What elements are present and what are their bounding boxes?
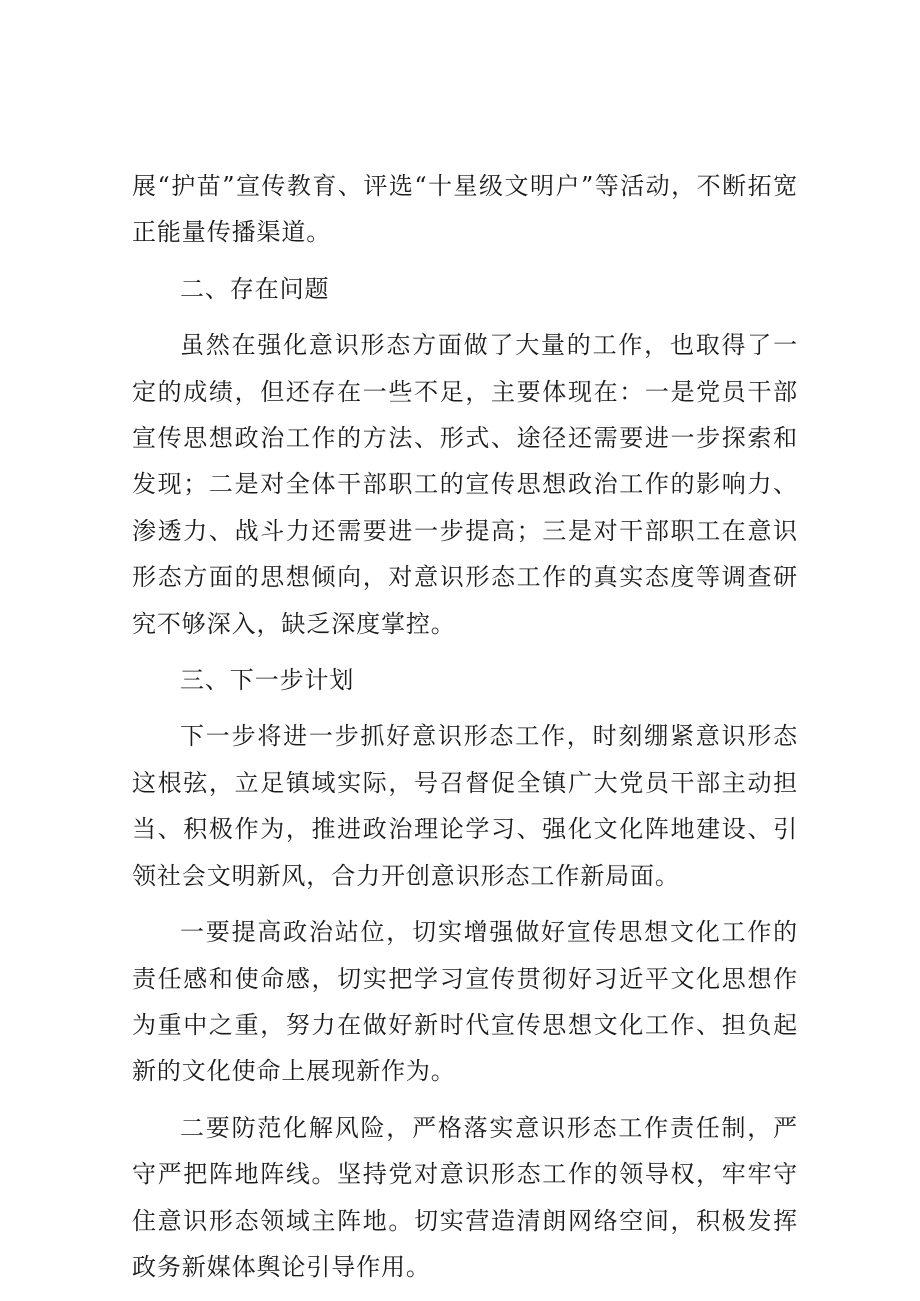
document-body xyxy=(132,163,798,1300)
paragraph-continuation: 展“护苗”宣传教育、评选“十星级文明户”等活动，不断拓宽正能量传播渠道。 xyxy=(132,172,798,247)
section-heading-problems: 二、存在问题 xyxy=(180,274,330,303)
paragraph-point-two: 二要防范化解风险，严格落实意识形态工作责任制，严守严把阵地阵线。坚持党对意识形态工作的领导权，牢牢守住意识形态领域主阵地。切实营造清朗网络空间，积极发挥政务新媒体舆论引导作用。 xyxy=(132,1113,798,1281)
section-heading-next-steps: 三、下一步计划 xyxy=(180,666,355,695)
paragraph-problems: 虽然在强化意识形态方面做了大量的工作，也取得了一定的成绩，但还存在一些不足，主要体现在：一是党员干部宣传思想政治工作的方法、形式、途径还需要进一步探索和发现；二是对全体干部职工的宣传思想政治工作的影响力、渗透力、战斗力还需要进一步提高；三是对干部职工在意识形态方面的思想倾向，对意识形态工作的真实态度等调查研究不够深入，缺乏深度掌控。 xyxy=(132,331,798,638)
paragraph-next-steps-intro: 下一步将进一步抓好意识形态工作，时刻绷紧意识形态这根弦，立足镇域实际，号召督促全镇广大党员干部主动担当、积极作为，推进政治理论学习、强化文化阵地建设、引领社会文明新风，合力开创意识形态工作新局面。 xyxy=(132,722,798,890)
paragraph-point-one: 一要提高政治站位，切实增强做好宣传思想文化工作的责任感和使命感，切实把学习宣传贯彻好习近平文化思想作为重中之重，努力在做好新时代宣传思想文化工作、担负起新的文化使命上展现新作为。 xyxy=(132,918,798,1086)
